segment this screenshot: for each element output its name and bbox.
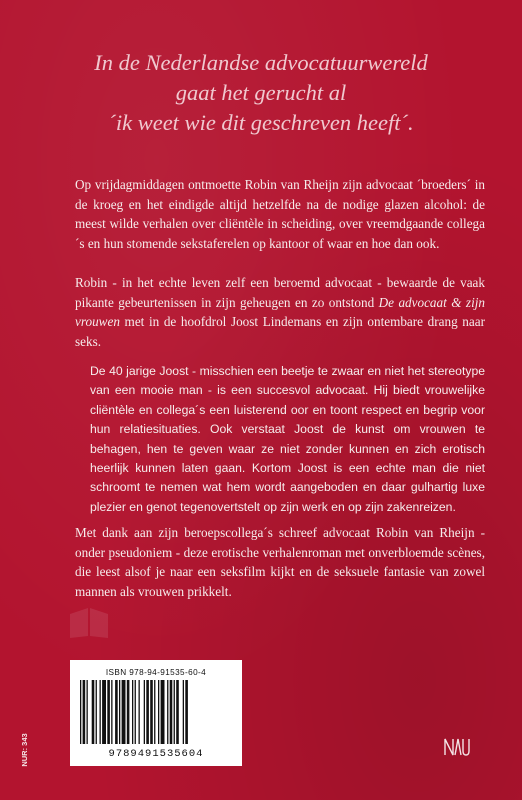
barcode-bar xyxy=(102,680,106,744)
barcode-bar xyxy=(107,680,110,744)
blurb-paragraph-1: Op vrijdagmiddagen ontmoette Robin van Rheijn zijn advocaat ´broeders´ in de kroeg en het eindigde altijd hetzelfde na de nodige glazen alcohol: de meest wilde verhalen over cliëntèle in scheiding, over vreemdgaande collega´s en hun stomende sekstaferelen op kantoor of waar en hoe dan ook. xyxy=(75,177,485,251)
barcode-bar xyxy=(83,680,86,744)
barcode-bar xyxy=(174,680,175,744)
publisher-logo xyxy=(442,735,472,759)
paragraph-2-end: met in de hoofdrol Joost Lindemans en zijn ontembare drang naar seks. xyxy=(75,314,485,349)
barcode-bar xyxy=(132,680,133,744)
barcode-bar xyxy=(144,680,145,744)
isbn-barcode xyxy=(70,660,242,766)
barcode-bar xyxy=(183,680,184,744)
barcode-bar xyxy=(154,680,155,744)
barcode-bar xyxy=(80,680,81,744)
blurb-paragraph-3: De 40 jarige Joost - misschien een beetje te zwaar en niet het stereotype van een mooie man - is een succesvol advocaat. Hij biedt vrouwelijke cliëntèle en collega´s een luisterend oor en toont respect en begrip voor hun relatiesituaties. Ook verstaat Joost de kunst om vrouwen te behagen, hen te geven waar ze niet zonder kunnen en zich erotisch heerlijk kunnen laten gaan. Kortom Joost is een echte man die niet schroomt te nemen wat hem wordt aangeboden en daar gulhartig luxe plezier en genot tegenovertstelt op zijn werk en op zijn zakenreizen. xyxy=(90,364,485,514)
isbn-label: ISBN 978-94-91535-60-4 xyxy=(105,668,207,677)
blurb-paragraph-2 xyxy=(75,273,485,351)
barcode-bars xyxy=(78,680,234,746)
tagline xyxy=(40,48,482,138)
barcode-bar xyxy=(92,680,95,744)
barcode-bar xyxy=(158,680,159,744)
tagline-line-3: ´ik weet wie dit geschreven heeft´. xyxy=(108,110,414,135)
barcode-bar xyxy=(119,680,120,744)
nur-code: NUR: 343 xyxy=(20,733,29,767)
barcode-bar xyxy=(185,680,188,744)
barcode-bar xyxy=(176,680,179,744)
barcode-bar xyxy=(96,680,97,744)
barcode-bar xyxy=(150,680,153,744)
barcode-bar xyxy=(146,680,149,744)
barcode-bar xyxy=(127,680,130,744)
paragraph-2-start: Robin - in het echte leven zelf een beroemd advocaat - bewaarde de vaak pikante gebeurtenissen in zijn geheugen en zo ontstond xyxy=(75,275,485,310)
barcode-bar xyxy=(139,680,140,744)
barcode-bar xyxy=(111,680,112,744)
barcode-bar xyxy=(87,680,88,744)
tagline-line-1: In de Nederlandse advocatuurwereld xyxy=(94,50,428,75)
barcode-bar xyxy=(100,680,101,744)
barcode-bar xyxy=(135,680,136,744)
blurb-paragraph-4: Met dank aan zijn beroepscollega´s schreef advocaat Robin van Rheijn - onder pseudoniem - deze erotische verhalenroman met onverbloemde scènes, die leest alsof je naar een seksfilm kijkt en de seksuele fantasie van zowel mannen als vrouwen prikkelt. xyxy=(75,525,485,599)
barcode-bar xyxy=(170,680,173,744)
barcode-bar xyxy=(161,680,165,744)
barcode-bar xyxy=(122,680,126,744)
tagline-line-2: gaat het gerucht al xyxy=(175,80,347,105)
book-watermark-icon xyxy=(68,602,110,640)
barcode-bar xyxy=(167,680,168,744)
book-title: De advocaat & zijn vrouwen xyxy=(75,294,485,329)
barcode-bar xyxy=(115,680,118,744)
barcode-digits: 9789491535604 xyxy=(108,748,204,760)
